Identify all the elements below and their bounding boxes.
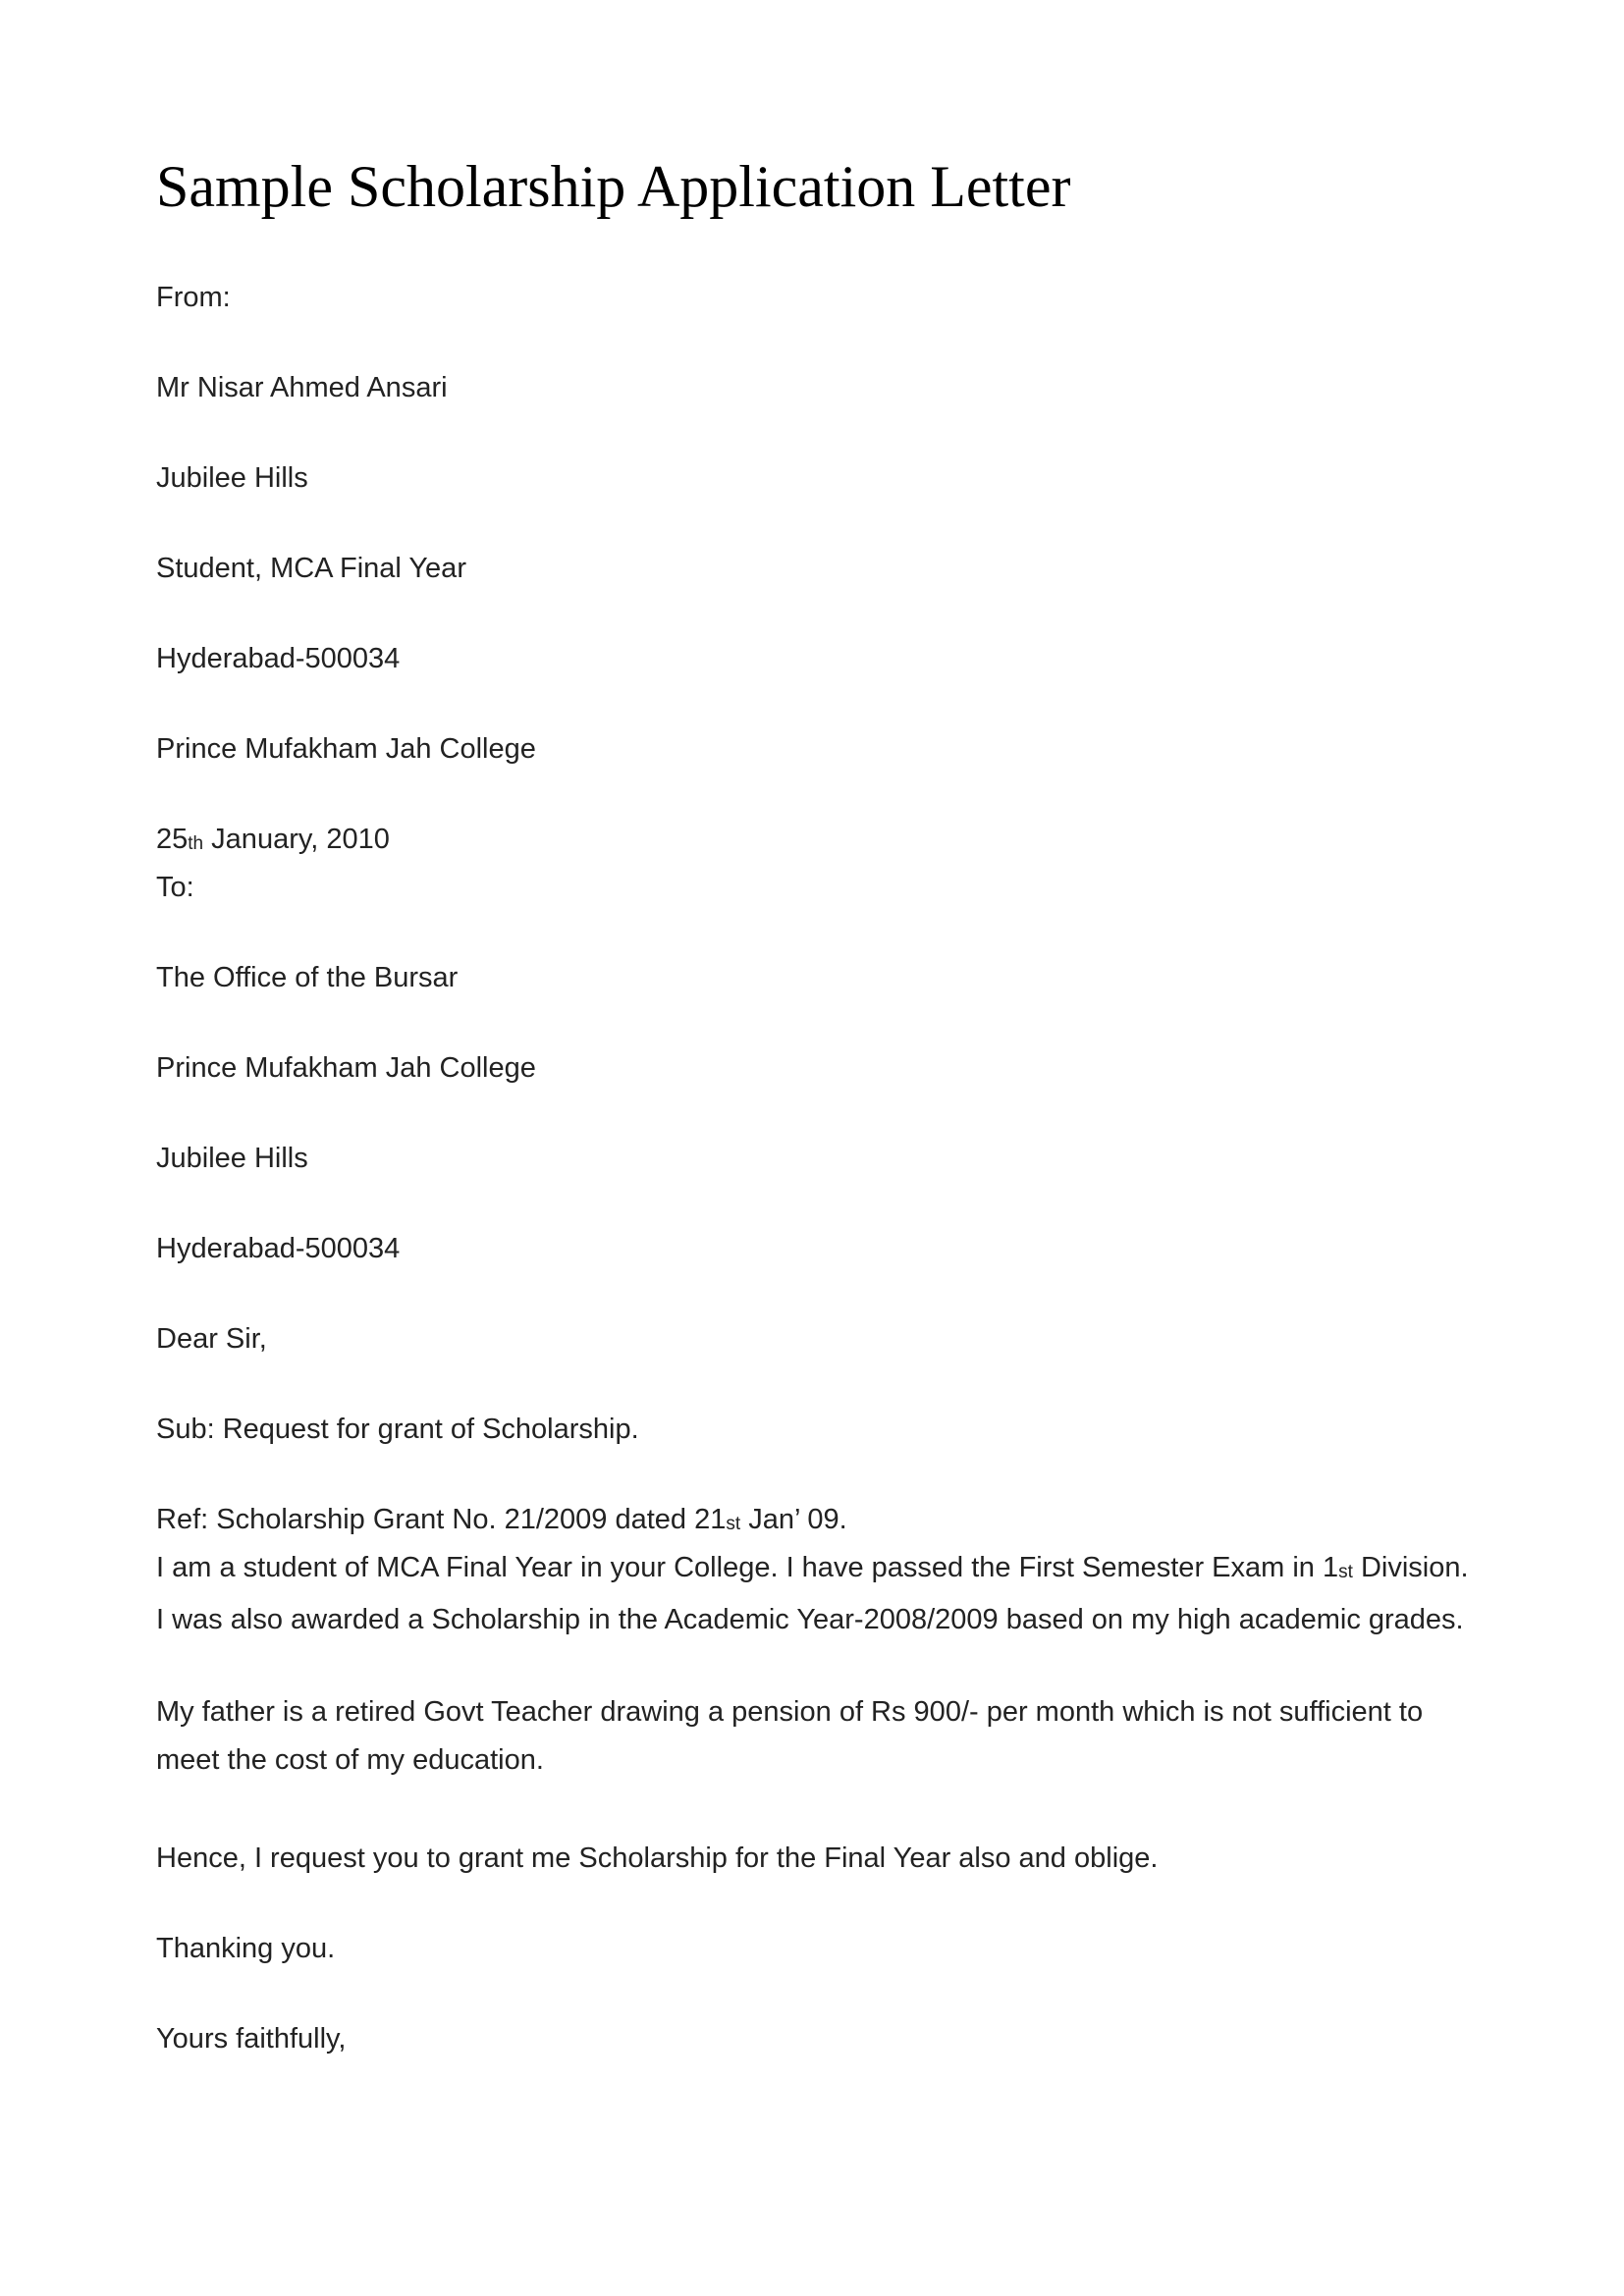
to-label: To: bbox=[156, 872, 194, 903]
sender-area: Jubilee Hills bbox=[156, 462, 308, 494]
reference-line bbox=[156, 1500, 847, 1544]
recipient-college: Prince Mufakham Jah College bbox=[156, 1052, 536, 1084]
paragraph-1-part2: Division. I was also awarded a Scholarship in the Academic Year-2008/2009 based on my high academic grades. bbox=[156, 1552, 1469, 1635]
reference-text: Ref: Scholarship Grant No. 21/2009 dated 21 bbox=[156, 1504, 727, 1535]
document-title: Sample Scholarship Application Letter bbox=[156, 154, 1071, 219]
body-paragraph-2: My father is a retired Govt Teacher drawing a pension of Rs 900/- per month which is not sufficient to meet the cost of my education. bbox=[156, 1696, 1424, 1776]
salutation: Dear Sir, bbox=[156, 1323, 267, 1355]
sender-college: Prince Mufakham Jah College bbox=[156, 733, 536, 765]
letter-date bbox=[156, 820, 390, 864]
reference-suffix: st bbox=[726, 1514, 741, 1534]
paragraph-1-suffix: st bbox=[1338, 1562, 1353, 1582]
request-line: Hence, I request you to grant me Scholarship for the Final Year also and oblige. bbox=[156, 1842, 1159, 1874]
date-rest: January, 2010 bbox=[203, 824, 390, 855]
sender-city: Hyderabad-500034 bbox=[156, 643, 401, 674]
sender-name: Mr Nisar Ahmed Ansari bbox=[156, 372, 448, 403]
reference-rest: Jan’ 09. bbox=[740, 1504, 847, 1535]
thanks-line: Thanking you. bbox=[156, 1933, 336, 1964]
from-label: From: bbox=[156, 282, 231, 313]
date-day: 25 bbox=[156, 824, 189, 855]
sender-role: Student, MCA Final Year bbox=[156, 553, 466, 584]
recipient-city: Hyderabad-500034 bbox=[156, 1233, 401, 1264]
date-day-suffix: th bbox=[188, 833, 204, 854]
recipient-area: Jubilee Hills bbox=[156, 1143, 308, 1174]
closing-line: Yours faithfully, bbox=[156, 2023, 347, 2055]
recipient-office: The Office of the Bursar bbox=[156, 962, 459, 993]
subject-line: Sub: Request for grant of Scholarship. bbox=[156, 1414, 639, 1445]
body-paragraph-1 bbox=[156, 1544, 1472, 1644]
paragraph-1-part1: I am a student of MCA Final Year in your College. I have passed the First Semester Exam in 1 bbox=[156, 1552, 1339, 1583]
